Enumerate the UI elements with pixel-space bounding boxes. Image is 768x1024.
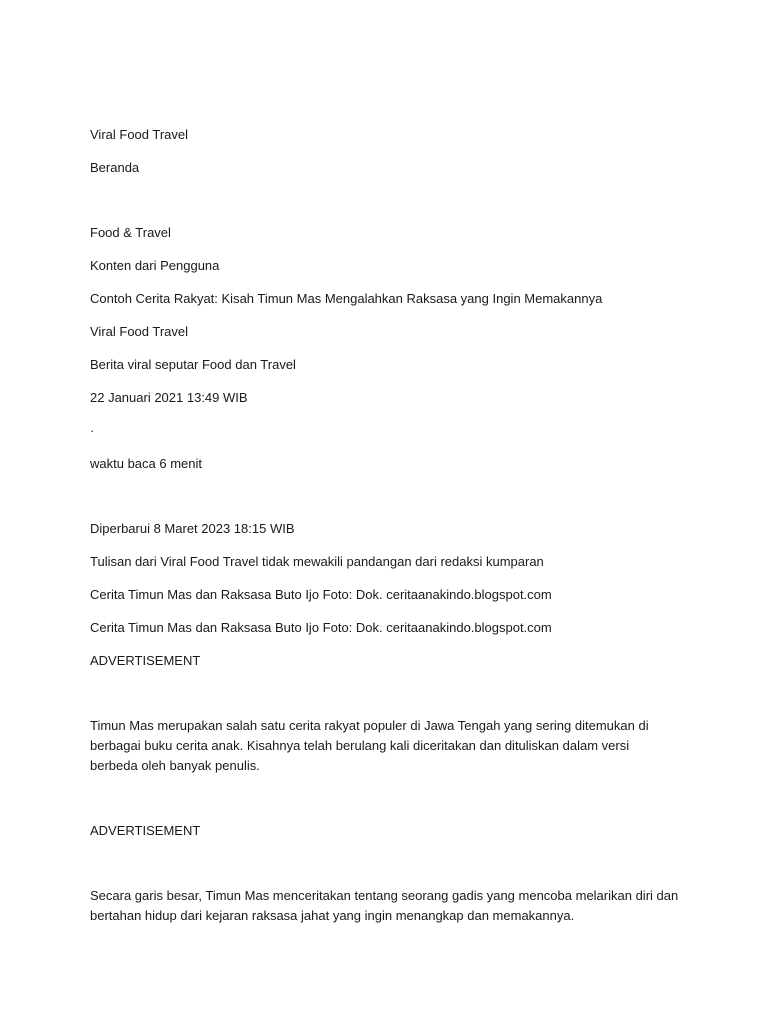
disclaimer: Tulisan dari Viral Food Travel tidak mewakili pandangan dari redaksi kumparan: [90, 554, 544, 569]
advertisement-label: ADVERTISEMENT: [90, 653, 201, 668]
site-name: Viral Food Travel: [90, 127, 189, 142]
nav-home-link[interactable]: Beranda: [90, 160, 140, 175]
category-label: Food & Travel: [90, 225, 171, 240]
read-time: waktu baca 6 menit: [90, 456, 203, 471]
advertisement-label: ADVERTISEMENT: [90, 823, 201, 838]
image-caption: Cerita Timun Mas dan Raksasa Buto Ijo Foto: Dok. ceritaanakindo.blogspot.com: [90, 620, 552, 635]
document-body: [90, 125, 680, 926]
content-type-label: Konten dari Pengguna: [90, 258, 220, 273]
separator-dot: ·: [90, 423, 95, 438]
author-bio: Berita viral seputar Food dan Travel: [90, 357, 296, 372]
updated-date: Diperbarui 8 Maret 2023 18:15 WIB: [90, 521, 295, 536]
image-caption: Cerita Timun Mas dan Raksasa Buto Ijo Foto: Dok. ceritaanakindo.blogspot.com: [90, 587, 552, 602]
body-paragraph: Secara garis besar, Timun Mas menceritakan tentang seorang gadis yang mencoba melarikan diri dan bertahan hidup dari kejaran raksasa jahat yang ingin menangkap dan memakannya.: [90, 888, 679, 923]
author-name: Viral Food Travel: [90, 324, 189, 339]
published-date: 22 Januari 2021 13:49 WIB: [90, 390, 248, 405]
article-title: Contoh Cerita Rakyat: Kisah Timun Mas Mengalahkan Raksasa yang Ingin Memakannya: [90, 291, 603, 306]
body-paragraph: Timun Mas merupakan salah satu cerita rakyat populer di Jawa Tengah yang sering ditemukan di berbagai buku cerita anak. Kisahnya telah berulang kali diceritakan dan dituliskan dalam versi berbeda oleh banyak penulis.: [90, 718, 649, 773]
